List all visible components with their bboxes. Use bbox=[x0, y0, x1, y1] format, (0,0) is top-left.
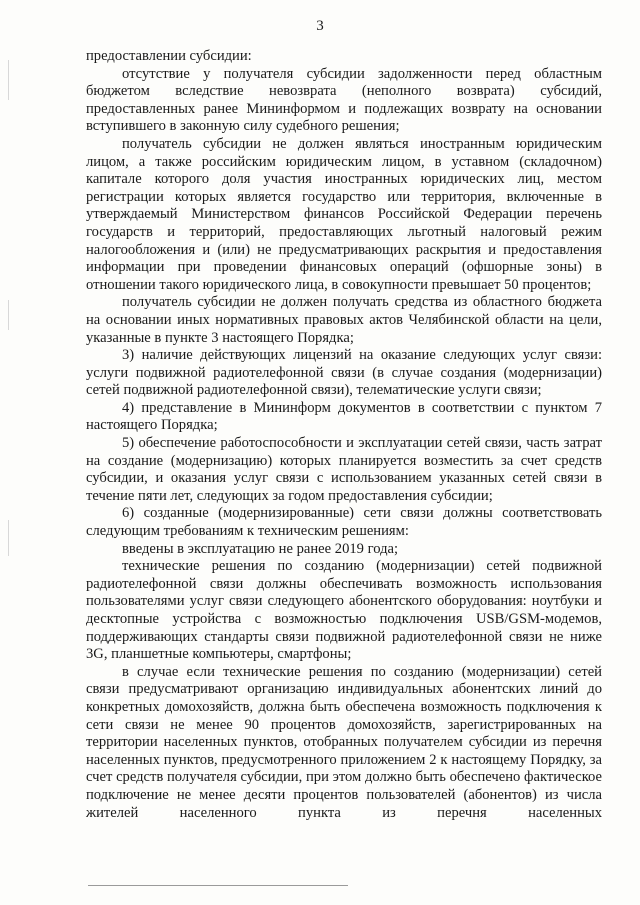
paragraph: 4) представление в Мининформ документов в соответствии с пунктом 7 настоящего Порядка; bbox=[86, 399, 602, 434]
page-number: 3 bbox=[316, 18, 324, 34]
scan-margin-mark bbox=[8, 60, 9, 100]
paragraph: 5) обеспечение работоспособности и эксплуатации сетей связи, часть затрат на создание (модернизацию) которых планируется возместить за счет средств субсидии, и оказания услуг связи с использованием указанных сетей связи в течение пяти лет, следующих за годом предоставления субсидии; bbox=[86, 435, 602, 504]
scan-margin-mark bbox=[8, 520, 9, 556]
paragraph: предоставлении субсидии: bbox=[86, 48, 252, 64]
paragraph: введены в эксплуатацию не ранее 2019 года; bbox=[122, 540, 399, 557]
footer-divider bbox=[88, 885, 348, 886]
scan-margin-mark bbox=[8, 300, 9, 330]
paragraph: 3) наличие действующих лицензий на оказание следующих услуг связи: услуги подвижной радиотелефонной связи (в случае создания (модернизации) сетей подвижной радиотелефонной связи), телематические услуги связи; bbox=[86, 347, 602, 399]
paragraph: отсутствие у получателя субсидии задолженности перед областным бюджетом вследствие невозврата (неполного возврата) субсидий, предоставленных ранее Мининформом и подлежащих возврату на основании вступившего в законную силу судебного решения; bbox=[86, 65, 602, 135]
paragraph: технические решения по созданию (модернизации) сетей подвижной радиотелефонной связи должны обеспечивать возможность использования пользователями услуг связи следующего абонентского оборудования: ноутбуки и десктопные устройства с возможностью подключения USB/GSM-модемов, поддерживающих стандарты связи подвижной радиотелефонной связи не ниже 3G, планшетные компьютеры, смартфоны; bbox=[86, 558, 602, 663]
paragraph: получатель субсидии не должен являться иностранным юридическим лицом, а также российским юридическим лицом, в уставном (складочном) капитале которого доля участия иностранных юридических лиц, местом регистрации которых является государство или территория, включенные в утверждаемый Министерством финансов Российской Федерации перечень государств и территорий, предоставляющих льготный налоговый режим налогообложения и (или) не предусматривающих раскрытия и предоставления информации при проведении финансовых операций (офшорные зоны) в отношении такого юридического лица, в совокупности превышает 50 процентов; bbox=[86, 135, 602, 293]
document-body bbox=[86, 48, 602, 822]
paragraph: 6) созданные (модернизированные) сети связи должны соответствовать следующим требованиям к техническим решениям: bbox=[86, 505, 602, 540]
paragraph: в случае если технические решения по созданию (модернизации) сетей связи предусматривают организацию индивидуальных абонентских линий до конкретных домохозяйств, должна быть обеспечена возможность подключения к сети связи не менее 90 процентов домохозяйств, зарегистрированных на территории населенных пунктов, отобранных получателем субсидии из перечня населенных пунктов, предусмотренного приложением 2 к настоящему Порядку, за счет средств получателя субсидии, при этом должно быть обеспечено фактическое подключение не менее десяти процентов пользователей (абонентов) из числа жителей населенного пункта из перечня населенных bbox=[86, 663, 602, 821]
paragraph: получатель субсидии не должен получать средства из областного бюджета на основании иных нормативных правовых актов Челябинской области на цели, указанные в пункте 3 настоящего Порядка; bbox=[86, 294, 602, 346]
